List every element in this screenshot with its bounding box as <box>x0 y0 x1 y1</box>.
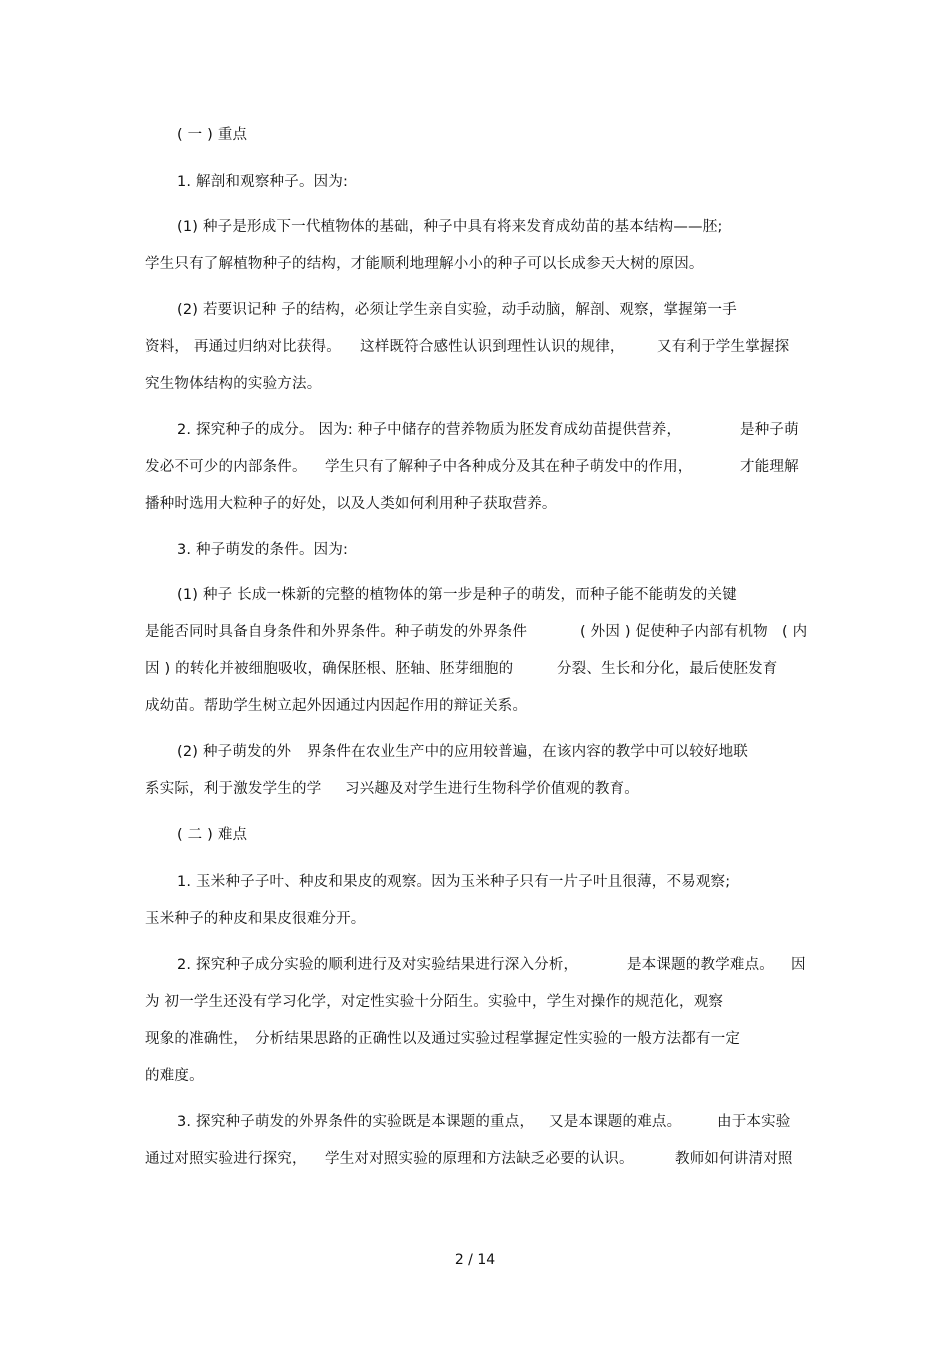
page-number: 2 / 14 <box>454 1252 496 1268</box>
text-segment: ( 内 <box>782 624 808 640</box>
paragraph-line: (1) 种子 长成一株新的完整的植物体的第一步是种子的萌发，而种子能不能萌发的关键 <box>177 587 737 603</box>
paragraph-line <box>145 1029 765 1049</box>
text-segment: 是本课题的教学难点。 <box>627 957 774 973</box>
paragraph-line: 究生物体结构的实验方法。 <box>145 376 322 392</box>
paragraph-line <box>145 1149 807 1169</box>
text-segment: 分析结果思路的正确性以及通过实验过程掌握定性实验的一般方法都有一定 <box>255 1031 741 1047</box>
paragraph-line: 为 初一学生还没有学习化学，对定性实验十分陌生。实验中，学生对操作的规范化，观察 <box>145 994 724 1010</box>
text-segment: 3. 探究种子萌发的外界条件的实验既是本课题的重点， <box>177 1114 535 1130</box>
text-segment: 由于本实验 <box>717 1114 791 1130</box>
paragraph-line: 学生只有了解植物种子的结构，才能顺利地理解小小的种子可以长成参天大树的原因。 <box>145 256 704 272</box>
text-segment: 是能否同时具备自身条件和外界条件。种子萌发的外界条件 <box>145 624 528 640</box>
text-segment: 分裂、生长和分化，最后使胚发育 <box>557 661 778 677</box>
text-segment: 系实际，利于激发学生的学 <box>145 781 322 797</box>
text-segment: 发必不可少的内部条件。 <box>145 459 307 475</box>
paragraph-line: (1) 种子是形成下一代植物体的基础，种子中具有将来发育成幼苗的基本结构——胚; <box>177 219 723 235</box>
text-segment: 学生对对照实验的原理和方法缺乏必要的认识。 <box>325 1151 634 1167</box>
text-segment: 界条件在农业生产中的应用较普遍，在该内容的教学中可以较好地联 <box>307 744 748 760</box>
paragraph-line <box>145 622 807 642</box>
text-segment: 是种子萌 <box>740 422 799 438</box>
item-heading: 1. 解剖和观察种子。因为: <box>177 174 349 190</box>
text-segment: 资料， 再通过归纳对比获得。 <box>145 339 341 355</box>
paragraph-line <box>145 457 805 477</box>
paragraph-line <box>145 779 645 799</box>
paragraph-line: 播种时选用大粒种子的好处，以及人类如何利用种子获取营养。 <box>145 496 557 512</box>
paragraph-line <box>145 659 785 679</box>
section-heading-difficulties: ( 二 ) 难点 <box>177 827 248 843</box>
paragraph-line: (2) 若要识记种 子的结构，必须让学生亲自实验，动手动脑，解剖、观察，掌握第一手 <box>177 302 737 318</box>
item-heading: 3. 种子萌发的条件。因为: <box>177 542 349 558</box>
text-segment: 教师如何讲清对照 <box>675 1151 793 1167</box>
section-heading-key-points: ( 一 ) 重点 <box>177 127 248 143</box>
text-segment: 又是本课题的难点。 <box>549 1114 682 1130</box>
paragraph-line <box>177 420 807 440</box>
text-segment: 2. 探究种子成分实验的顺利进行及对实验结果进行深入分析， <box>177 957 579 973</box>
paragraph-line: 玉米种子的种皮和果皮很难分开。 <box>145 911 366 927</box>
text-segment: (2) 种子萌发的外 <box>177 744 292 760</box>
text-segment: 这样既符合感性认识到理性认识的规律， <box>360 339 625 355</box>
text-segment: 学生只有了解种子中各种成分及其在种子萌发中的作用， <box>325 459 693 475</box>
text-segment: ( 外因 ) 促使种子内部有机物 <box>580 624 768 640</box>
text-segment: 又有利于学生掌握探 <box>657 339 790 355</box>
text-segment: 因 ) 的转化并被细胞吸收，确保胚根、胚轴、胚芽细胞的 <box>145 661 514 677</box>
text-segment: 2. 探究种子的成分。 因为: 种子中储存的营养物质为胚发育成幼苗提供营养， <box>177 422 682 438</box>
text-segment: 现象的准确性， <box>145 1031 248 1047</box>
paragraph-line <box>177 742 787 762</box>
paragraph-line: 1. 玉米种子子叶、种皮和果皮的观察。因为玉米种子只有一片子叶且很薄，不易观察; <box>177 874 731 890</box>
text-segment: 才能理解 <box>740 459 799 475</box>
paragraph-line <box>145 337 805 357</box>
paragraph-line <box>177 1112 807 1132</box>
paragraph-line <box>177 955 807 975</box>
text-segment: 通过对照实验进行探究， <box>145 1151 307 1167</box>
paragraph-line: 成幼苗。帮助学生树立起外因通过内因起作用的辩证关系。 <box>145 698 528 714</box>
paragraph-line: 的难度。 <box>145 1068 204 1084</box>
text-segment: 因 <box>791 957 806 973</box>
text-segment: 习兴趣及对学生进行生物科学价值观的教育。 <box>345 781 639 797</box>
